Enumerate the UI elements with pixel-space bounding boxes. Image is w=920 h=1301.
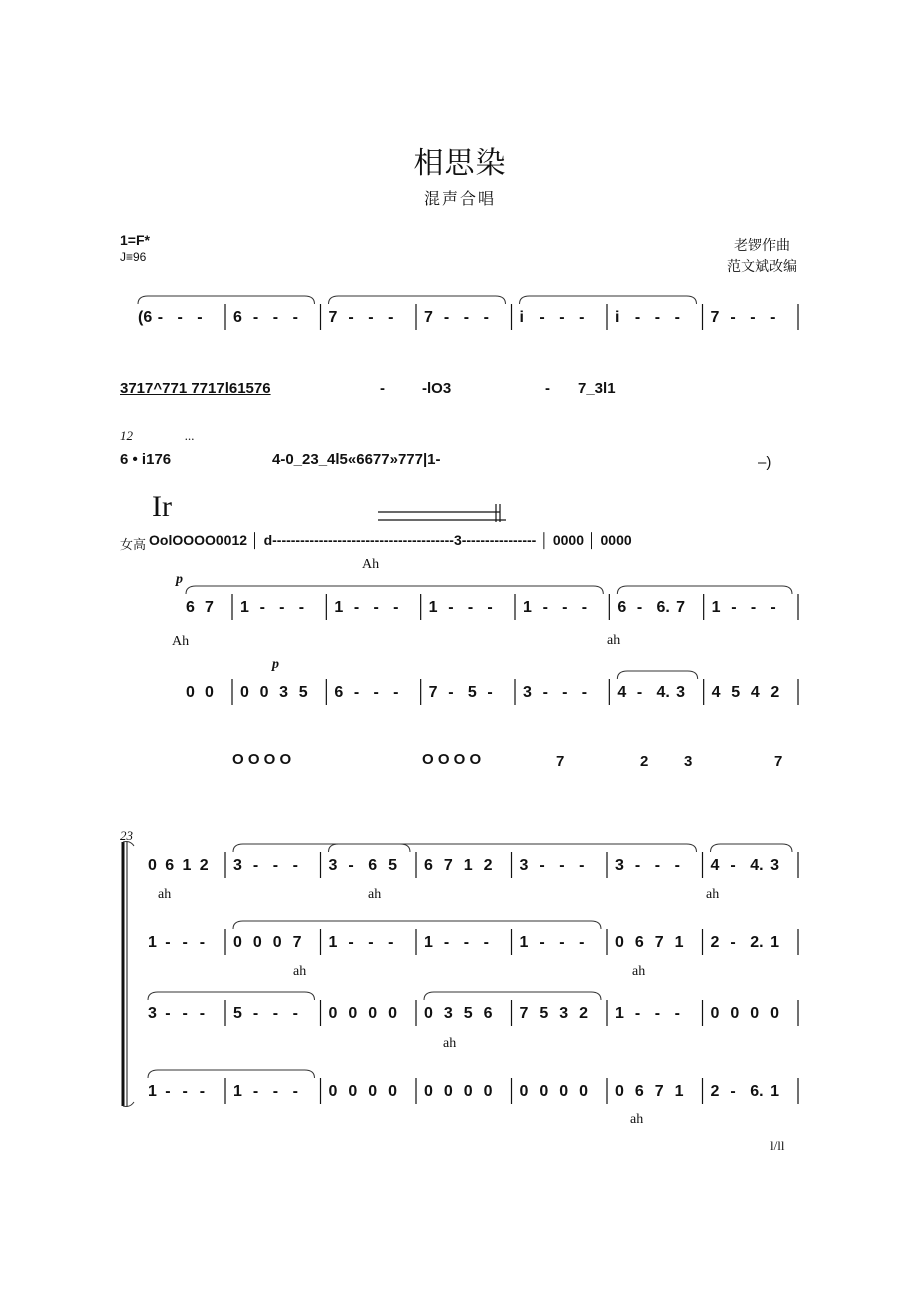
note-row2-3-2: - [463, 934, 470, 951]
note-alto_a-4-0: 3 [523, 684, 532, 701]
note-alto_a-2-3: - [393, 684, 399, 701]
note-row1-5-1: - [634, 857, 641, 874]
lyric-ah-r2-a: ah [293, 964, 307, 979]
note-row2-0-0: 1 [148, 934, 157, 951]
note-row4-3-0: 0 [424, 1083, 433, 1100]
note-row2-3-3: - [483, 934, 489, 951]
note-row1-4-0: 3 [519, 857, 529, 874]
note-soprano_a-2-2: - [373, 599, 379, 616]
text-line-2c: –) [758, 454, 772, 471]
note-soprano_a-5-1: - [636, 599, 643, 616]
note-row1-1-3: - [292, 857, 298, 874]
soprano-staff-a [120, 580, 810, 630]
slur [233, 844, 410, 852]
garble-bottom-2: O O O O [422, 751, 482, 768]
note-row4-0-1: - [165, 1083, 171, 1100]
choir-staff-row3 [120, 986, 810, 1036]
note-soprano_a-1-1: - [259, 599, 265, 616]
slur [186, 586, 603, 594]
ellipsis-mark: ... [185, 428, 195, 443]
garble-bottom-1: O O O O [232, 751, 292, 768]
note-intro-1-2: - [272, 309, 279, 326]
garble-bottom-3: 7 [556, 753, 565, 770]
note-soprano_a-4-0: 1 [523, 599, 532, 616]
note-row4-5-1: 6 [634, 1083, 644, 1100]
note-soprano_a-2-0: 1 [334, 599, 344, 616]
note-row1-1-0: 3 [233, 857, 242, 874]
note-row3-4-2: 3 [559, 1005, 569, 1022]
alto-staff-a [120, 665, 810, 715]
note-row2-2-1: - [348, 934, 354, 951]
note-intro-6-0: 7 [710, 309, 720, 326]
note-row1-0-3: 2 [199, 857, 209, 874]
lyric-ah-r1-c: ah [706, 887, 720, 902]
lyric-ah-r1-b: ah [368, 887, 382, 902]
page-title: 相思染 [413, 147, 507, 180]
note-soprano_a-4-2: - [562, 599, 568, 616]
note-alto_a-1-0: 0 [240, 684, 249, 701]
note-row1-6-0: 4 [710, 857, 720, 874]
key-signature: 1=F* [120, 232, 150, 248]
note-alto_a-3-3: - [487, 684, 493, 701]
note-row2-5-0: 0 [615, 934, 624, 951]
note-row4-4-3: 0 [579, 1083, 589, 1100]
note-row1-3-2: 1 [463, 857, 473, 874]
note-soprano_a-3-1: - [448, 599, 454, 616]
lyric-ah-r2-b: ah [632, 964, 646, 979]
note-row3-1-3: - [292, 1005, 298, 1022]
intro-staff [120, 290, 810, 340]
note-row3-4-0: 7 [519, 1005, 529, 1022]
note-row4-2-0: 0 [328, 1083, 338, 1100]
text-line-2b: 4-0_23_4l5«6677»777|1- [272, 451, 441, 468]
note-row3-3-3: 6 [483, 1005, 493, 1022]
note-row3-5-3: - [674, 1005, 680, 1022]
note-row4-6-1: - [730, 1083, 736, 1100]
note-soprano_a-6-2: - [750, 599, 757, 616]
lyric-ah-r1-a: ah [158, 887, 172, 902]
note-row1-1-1: - [252, 857, 259, 874]
note-alto_a-3-0: 7 [428, 684, 438, 701]
lyric-ah-left: Ah [172, 634, 190, 649]
page-subtitle: 混声合唱 [423, 191, 496, 208]
garble-bottom-4: 2 [640, 753, 649, 770]
lyric-ah-top: Ah [362, 557, 380, 572]
note-row1-5-2: - [654, 857, 661, 874]
note-row2-2-3: - [388, 934, 394, 951]
note-row2-1-0: 0 [233, 934, 242, 951]
choir-staff-row2 [120, 915, 810, 965]
note-row3-1-1: - [252, 1005, 259, 1022]
note-intro-0-2: - [177, 309, 183, 326]
note-soprano_a-6-1: - [731, 599, 737, 616]
note-row3-5-2: - [654, 1005, 661, 1022]
note-row4-0-3: - [199, 1083, 206, 1100]
note-row2-6-1: - [730, 934, 736, 951]
choir-staff-row1 [120, 838, 810, 888]
note-intro-3-1: - [443, 309, 450, 326]
arranger-credit: 范文斌改编 [727, 260, 797, 275]
note-alto_a-4-3: - [581, 684, 588, 701]
note-intro-2-3: - [388, 309, 394, 326]
note-row4-2-1: 0 [348, 1083, 358, 1100]
note-intro-5-3: - [674, 309, 680, 326]
note-row4-1-2: - [272, 1083, 279, 1100]
note-intro-6-1: - [730, 309, 736, 326]
note-row4-2-2: 0 [368, 1083, 378, 1100]
slur [520, 296, 697, 304]
note-row2-0-3: - [199, 934, 206, 951]
note-row1-3-1: 7 [443, 857, 453, 874]
note-row4-5-3: 1 [674, 1083, 684, 1100]
text-line-1a: 3717^771 7717l61576 [120, 380, 271, 397]
slur [148, 1070, 315, 1078]
note-row1-5-3: - [674, 857, 680, 874]
note-row2-6-2: 2. [750, 934, 764, 951]
note-alto_a-5-2: 4. [656, 684, 670, 701]
note-soprano_a-1-0: 1 [240, 599, 249, 616]
note-alto_a-3-2: 5 [467, 684, 477, 701]
slur [233, 921, 601, 929]
note-row2-5-1: 6 [634, 934, 644, 951]
composer-credit: 老锣作曲 [734, 239, 790, 254]
note-row2-4-2: - [559, 934, 565, 951]
text-line-1d: - [545, 380, 550, 397]
note-row2-4-0: 1 [519, 934, 529, 951]
note-row2-3-1: - [443, 934, 450, 951]
note-row2-5-3: 1 [674, 934, 684, 951]
note-row3-2-0: 0 [328, 1005, 338, 1022]
note-intro-2-2: - [368, 309, 374, 326]
note-alto_a-6-1: 5 [731, 684, 741, 701]
note-alto_a-1-3: 5 [298, 684, 308, 701]
note-row4-4-2: 0 [559, 1083, 569, 1100]
note-row3-3-2: 5 [463, 1005, 473, 1022]
note-intro-0-1: - [157, 309, 164, 326]
note-soprano_a-2-1: - [353, 599, 360, 616]
note-row3-6-1: 0 [730, 1005, 740, 1022]
note-intro-5-2: - [654, 309, 661, 326]
note-row3-0-1: - [165, 1005, 171, 1022]
slur [329, 844, 697, 852]
note-soprano_a-4-1: - [542, 599, 548, 616]
note-soprano_a-5-3: 7 [676, 599, 685, 616]
note-alto_a-2-0: 6 [334, 684, 344, 701]
note-alto_a-6-2: 4 [750, 684, 760, 701]
note-row3-6-0: 0 [710, 1005, 720, 1022]
text-line-1e: 7_3l1 [578, 380, 616, 397]
note-alto_a-2-1: - [353, 684, 360, 701]
note-soprano_a-4-3: - [581, 599, 588, 616]
note-row2-4-3: - [579, 934, 585, 951]
note-intro-6-2: - [750, 309, 756, 326]
note-row4-3-3: 0 [483, 1083, 493, 1100]
slur [138, 296, 315, 304]
note-intro-3-3: - [483, 309, 489, 326]
note-row1-4-3: - [579, 857, 585, 874]
dash-bar [376, 500, 516, 530]
note-row1-6-1: - [730, 857, 736, 874]
note-intro-5-0: i [615, 309, 620, 326]
note-alto_a-1-2: 3 [279, 684, 289, 701]
note-row2-1-3: 7 [292, 934, 302, 951]
note-intro-2-1: - [348, 309, 354, 326]
note-row3-4-1: 5 [539, 1005, 549, 1022]
note-alto_a-6-3: 2 [770, 684, 780, 701]
note-intro-4-2: - [559, 309, 565, 326]
note-row3-5-1: - [634, 1005, 641, 1022]
slur [329, 296, 506, 304]
note-alto_a-4-1: - [542, 684, 548, 701]
note-row1-2-0: 3 [328, 857, 338, 874]
note-intro-3-2: - [463, 309, 470, 326]
note-row2-6-0: 2 [710, 934, 720, 951]
note-row3-6-3: 0 [770, 1005, 780, 1022]
slur [424, 992, 601, 1000]
note-row2-0-1: - [165, 934, 171, 951]
note-intro-4-0: i [519, 309, 524, 326]
note-row4-2-3: 0 [388, 1083, 398, 1100]
note-row3-2-1: 0 [348, 1005, 358, 1022]
note-row1-0-0: 0 [148, 857, 157, 874]
slur [617, 586, 792, 594]
note-intro-2-0: 7 [328, 309, 338, 326]
note-intro-5-1: - [634, 309, 641, 326]
note-soprano_a-3-0: 1 [428, 599, 438, 616]
note-row2-0-2: - [182, 934, 188, 951]
note-row1-2-2: 6 [368, 857, 378, 874]
note-alto_a-5-1: - [636, 684, 643, 701]
note-alto_a-5-0: 4 [617, 684, 627, 701]
note-row1-4-2: - [559, 857, 565, 874]
soprano-line: OolOOOO0012 │ d---------------------------------------3---------------- │ 0000 │ 0000 [149, 532, 632, 548]
lyric-ah-r4: ah [630, 1112, 644, 1127]
note-intro-4-1: - [539, 309, 545, 326]
note-intro-1-0: 6 [233, 309, 242, 326]
note-row3-6-2: 0 [750, 1005, 760, 1022]
note-intro-1-1: - [252, 309, 259, 326]
choir-staff-row4 [120, 1064, 810, 1114]
note-soprano_a-1-2: - [279, 599, 285, 616]
note-alto_a-4-2: - [562, 684, 568, 701]
note-row1-4-1: - [539, 857, 545, 874]
note-soprano_a-0-1: 7 [205, 599, 214, 616]
lyric-ah-r3: ah [443, 1036, 457, 1051]
note-alto_a-1-1: 0 [259, 684, 269, 701]
note-row4-6-3: 1 [770, 1083, 780, 1100]
note-alto_a-0-0: 0 [186, 684, 195, 701]
note-row4-1-1: - [252, 1083, 259, 1100]
note-row1-1-2: - [272, 857, 279, 874]
note-soprano_a-3-3: - [487, 599, 493, 616]
note-row3-0-0: 3 [148, 1005, 157, 1022]
note-row1-0-1: 6 [165, 857, 175, 874]
note-row3-5-0: 1 [615, 1005, 624, 1022]
note-row2-3-0: 1 [424, 934, 433, 951]
measure-number-23: 23 [120, 828, 133, 843]
note-soprano_a-1-3: - [298, 599, 305, 616]
note-row3-4-3: 2 [579, 1005, 589, 1022]
slur [148, 992, 315, 1000]
note-alto_a-0-1: 0 [205, 684, 214, 701]
note-alto_a-2-2: - [373, 684, 379, 701]
note-soprano_a-6-0: 1 [711, 599, 721, 616]
note-row2-4-1: - [539, 934, 545, 951]
garble-bottom-5: 3 [684, 753, 693, 770]
note-row3-2-3: 0 [388, 1005, 398, 1022]
note-row3-0-2: - [182, 1005, 188, 1022]
note-row4-6-2: 6. [750, 1083, 764, 1100]
note-row1-2-3: 5 [388, 857, 398, 874]
note-intro-0-0: (6 [138, 309, 153, 326]
note-soprano_a-3-2: - [467, 599, 474, 616]
note-row3-2-2: 0 [368, 1005, 378, 1022]
note-row4-4-1: 0 [539, 1083, 549, 1100]
note-row4-3-1: 0 [443, 1083, 453, 1100]
note-alto_a-5-3: 3 [676, 684, 685, 701]
note-row2-1-1: 0 [252, 934, 262, 951]
note-row1-2-1: - [348, 857, 354, 874]
measure-number-12: 12 [120, 428, 133, 443]
slur [711, 844, 793, 852]
note-row3-1-0: 5 [233, 1005, 242, 1022]
note-soprano_a-0-0: 6 [186, 599, 195, 616]
note-soprano_a-2-3: - [393, 599, 399, 616]
note-row4-5-0: 0 [615, 1083, 624, 1100]
note-row2-2-2: - [368, 934, 374, 951]
note-row2-5-2: 7 [654, 934, 664, 951]
note-soprano_a-5-0: 6 [617, 599, 627, 616]
note-intro-4-3: - [579, 309, 585, 326]
dynamic-p-1: p [176, 572, 183, 587]
note-row3-3-0: 0 [424, 1005, 433, 1022]
note-row2-2-0: 1 [328, 934, 338, 951]
note-row4-5-2: 7 [654, 1083, 664, 1100]
note-row4-3-2: 0 [463, 1083, 473, 1100]
note-row1-6-3: 3 [770, 857, 780, 874]
note-row1-6-2: 4. [750, 857, 764, 874]
note-intro-1-3: - [292, 309, 298, 326]
soprano-label: 女高 [120, 537, 147, 552]
note-row3-3-1: 3 [443, 1005, 453, 1022]
page-number: l/ll [770, 1138, 785, 1153]
ir-mark: Ir [152, 490, 172, 523]
dynamic-p-2: p [272, 657, 279, 672]
note-intro-3-0: 7 [424, 309, 433, 326]
note-row2-6-3: 1 [770, 934, 780, 951]
note-row4-6-0: 2 [710, 1083, 720, 1100]
note-intro-6-3: - [770, 309, 776, 326]
note-alto_a-3-1: - [448, 684, 454, 701]
note-row1-5-0: 3 [615, 857, 624, 874]
text-line-1c: -lO3 [422, 380, 452, 397]
note-row4-0-2: - [182, 1083, 188, 1100]
note-row1-3-0: 6 [424, 857, 433, 874]
tempo-marking: J≡96 [120, 250, 147, 264]
note-soprano_a-5-2: 6. [656, 599, 670, 616]
note-row3-1-2: - [272, 1005, 279, 1022]
note-row4-4-0: 0 [519, 1083, 529, 1100]
note-alto_a-6-0: 4 [711, 684, 721, 701]
garble-bottom-6: 7 [774, 753, 783, 770]
note-row2-1-2: 0 [272, 934, 282, 951]
note-soprano_a-6-3: - [770, 599, 776, 616]
note-row1-3-3: 2 [483, 857, 493, 874]
note-row4-1-3: - [292, 1083, 298, 1100]
note-row4-1-0: 1 [233, 1083, 242, 1100]
note-row4-0-0: 1 [148, 1083, 157, 1100]
note-row1-0-2: 1 [182, 857, 192, 874]
lyric-ah-mid: ah [607, 633, 621, 648]
text-line-2a: 6 • i176 [120, 451, 172, 468]
note-row3-0-3: - [199, 1005, 206, 1022]
note-intro-0-3: - [197, 309, 203, 326]
text-line-1b: - [380, 380, 385, 397]
slur [617, 671, 697, 679]
